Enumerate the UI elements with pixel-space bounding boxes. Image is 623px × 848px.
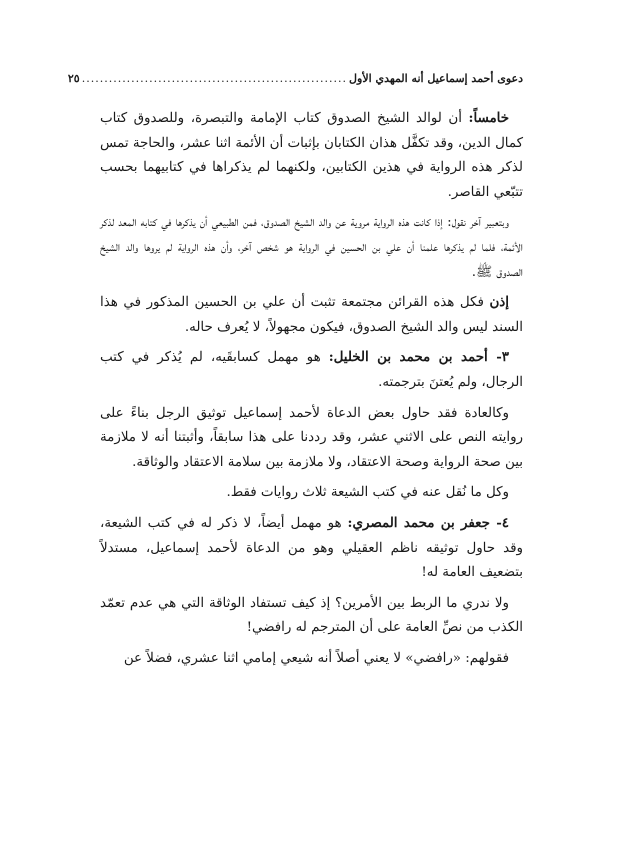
paragraph-lead: خامساً: <box>468 110 509 126</box>
paragraph-text: وكالعادة فقد حاول بعض الدعاة لأحمد إسماعيل توثيق الرجل بناءً على روايته النص على الاثني عشر، وقد رددنا على هذا سابقاً، وأثبتنا أنه لا ملازمة بين صحة الرواية وصحة الاعتقاد، ولا ملازمة بين سلامة الاعتقاد والوثاقة. <box>100 405 523 470</box>
paragraph-text: فكل هذه القرائن مجتمعة تثبت أن علي بن الحسين المذكور في هذا السند ليس والد الشيخ الصدوق، فيكون مجهولاً، لا يُعرف حاله. <box>100 295 523 335</box>
paragraph-text: وبتعبير آخر نقول: إذا كانت هذه الرواية مروية عن والد الشيخ الصدوق، فمن الطبيعي أن يذكرها في كتابه المعد لذكر الأئمة، فلما لم يذكرها علمنا أن علي بن الحسين في الرواية هو شخص آخر، وأن هذه الرواية لم يروها والد الشيخ الصدوق ﷺ. <box>99 215 523 280</box>
page-number: ٢٥ <box>67 72 80 85</box>
paragraph-lead: ٤- جعفر بن محمد المصري: <box>347 514 509 531</box>
paragraph-text: فقولهم: «رافضي» لا يعني أصلاً أنه شيعي إمامي اثنا عشري، فضلاً عن <box>123 650 509 666</box>
paragraph-three-narrations <box>100 480 523 506</box>
paragraph-custom <box>100 401 523 476</box>
paragraph-narrator-4 <box>100 511 523 586</box>
paragraph-text: ولا ندري ما الربط بين الأمرين؟ إذ كيف تستفاد الوثاقة التي هي عدم تعمّد الكذب من نصِّ العامة على أن المترجم له رافضي! <box>100 595 523 636</box>
paragraph-conclusion <box>100 290 523 340</box>
paragraph-text: أن لوالد الشيخ الصدوق كتاب الإمامة والتبصرة، وللصدوق كتاب كمال الدين، وقد تكفَّل هذان الكتابان بإثبات أن الأئمة اثنا عشر، والحاجة تمس لذكر هذه الرواية في هذين الكتابين، ولكنهما لم يذكراها في كتابيهما بحسب تتبّعي القاصر. <box>100 111 523 200</box>
paragraph-text: هو مهمل كسابقَيه، لم يُذكر في كتب الرجال، ولم يُعتنَ بترجمته. <box>100 350 523 390</box>
paragraph-lead: إذن <box>489 294 509 311</box>
paragraph-lead: ٣- أحمد بن محمد بن الخليل: <box>328 349 509 366</box>
paragraph-question <box>100 591 523 641</box>
paragraph-text: هو مهمل أيضاً، لا ذكر له في كتب الشيعة، وقد حاول توثيقه ناظم العقيلي وهو من الدعاة لأحمد إسماعيل، مستدلاً بتضعيف العامة له! <box>100 515 523 581</box>
paragraph-text: وكل ما نُقل عنه في كتب الشيعة ثلاث روايات فقط. <box>226 485 509 501</box>
running-header <box>67 72 523 94</box>
paragraph-fifth-point <box>100 106 523 205</box>
book-page <box>67 72 523 676</box>
paragraph-other-expression <box>100 210 523 285</box>
paragraph-rafidi <box>100 646 523 672</box>
header-leader-dots: ........................................................... <box>81 72 348 85</box>
paragraph-narrator-3 <box>100 345 523 395</box>
header-title: دعوى أحمد إسماعيل أنه المهدي الأول <box>349 72 523 85</box>
